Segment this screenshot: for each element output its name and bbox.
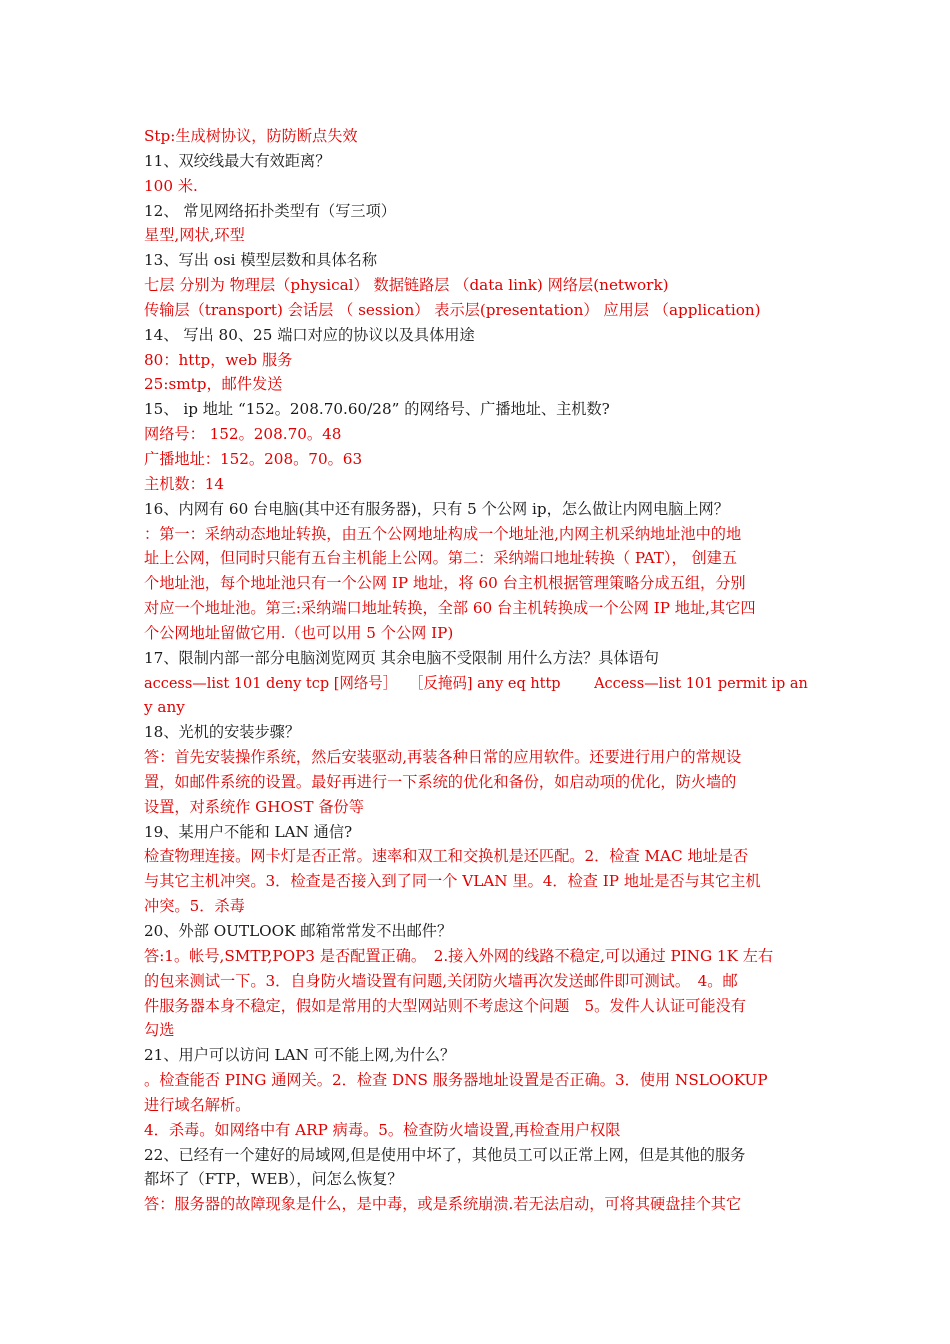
answer-line: 的包来测试一下。3．自身防火墙设置有问题,关闭防火墙再次发送邮件即可测试。 4。邮 <box>144 971 738 990</box>
document-body <box>144 124 808 1217</box>
answer-line: Stp:生成树协议，防防断点失效 <box>144 127 358 145</box>
question-line: 都坏了（FTP，WEB），问怎么恢复？ <box>144 1170 403 1189</box>
question-line: 19、某用户不能和 LAN 通信? <box>144 822 353 841</box>
answer-line: 冲突。5．杀毒 <box>144 897 245 916</box>
answer-line: 个公网地址留做它用.（也可以用 5 个公网 IP) <box>144 623 454 642</box>
answer-line: 检查物理连接。网卡灯是否正常。速率和双工和交换机是还匹配。2．检查 MAC 地址是否 <box>144 847 749 866</box>
question-line: 11、双绞线最大有效距离？ <box>144 151 331 170</box>
question-line: 17、限制内部一部分电脑浏览网页 其余电脑不受限制 用什么方法？具体语句 <box>144 648 659 667</box>
answer-line: 对应一个地址池。第三:采纳端口地址转换，全部 60 台主机转换成一个公网 IP 地址,其它四 <box>144 599 756 618</box>
answer-line: ：第一：采纳动态地址转换，由五个公网地址构成一个地址池,内网主机采纳地址池中的地 <box>144 524 742 543</box>
question-line: 22、已经有一个建好的局域网,但是使用中坏了，其他员工可以正常上网，但是其他的服务 <box>144 1145 746 1164</box>
answer-line: 80：http，web 服务 <box>144 350 293 369</box>
answer-line: access—list 101 deny tcp [网络号］ ［反掩码] any eq http Access—list 101 permit ip an <box>144 673 808 692</box>
answer-line: 广播地址：152。208。70。63 <box>144 449 363 468</box>
question-line: 18、光机的安装步骤？ <box>144 723 301 742</box>
answer-line: 答:1。帐号,SMTP,POP3 是否配置正确。 2.接入外网的线路不稳定,可以通过 PING 1K 左右 <box>144 946 774 965</box>
answer-line: 。检查能否 PING 通网关。2．检查 DNS 服务器地址设置是否正确。3．使用 NSLOOKUP <box>144 1071 768 1090</box>
answer-line: 星型,网状,环型 <box>144 226 245 245</box>
answer-line: 勾选 <box>144 1021 175 1040</box>
answer-line: 置，如邮件系统的设置。最好再进行一下系统的优化和备份，如启动项的优化，防火墙的 <box>144 772 737 791</box>
answer-line: 个地址池，每个地址池只有一个公网 IP 地址，将 60 台主机根据管理策略分成五组，分别 <box>144 574 746 593</box>
answer-line: 25:smtp，邮件发送 <box>144 375 283 394</box>
answer-line: 主机数：14 <box>144 474 225 493</box>
question-line: 20、外部 OUTLOOK 邮箱常常发不出邮件？ <box>144 922 453 940</box>
question-line: 12、 常见网络拓扑类型有（写三项） <box>144 201 396 220</box>
answer-line: 4．杀毒。如网络中有 ARP 病毒。5。检查防火墙设置,再检查用户权限 <box>144 1120 621 1139</box>
answer-line: 进行域名解析。 <box>144 1095 251 1114</box>
answer-line: 件服务器本身不稳定，假如是常用的大型网站则不考虑这个问题 5。发件人认证可能没有 <box>144 996 746 1015</box>
answer-line: 答：服务器的故障现象是什么，是中毒，或是系统崩溃.若无法启动，可将其硬盘挂个其它 <box>144 1195 742 1214</box>
answer-line: 答：首先安装操作系统，然后安装驱动,再装各种日常的应用软件。还要进行用户的常规设 <box>144 748 742 767</box>
answer-line: 设置，对系统作 GHOST 备份等 <box>144 797 364 816</box>
answer-line: 传输层（transport) 会话层 （ session） 表示层(presentation） 应用层 （application) <box>144 300 761 319</box>
question-line: 21、用户可以访问 LAN 可不能上网,为什么？ <box>144 1046 456 1065</box>
answer-line: 100 米. <box>144 176 198 195</box>
answer-line: 址上公网，但同时只能有五台主机能上公网。第二：采纳端口地址转换（ PAT）， 创建五 <box>144 549 738 568</box>
question-line: 13、写出 osi 模型层数和具体名称 <box>144 251 378 270</box>
answer-line: y any <box>144 698 185 717</box>
answer-line: 七层 分别为 物理层（physical） 数据链路层 （data link) 网络层(network) <box>144 276 669 295</box>
question-line: 16、内网有 60 台电脑(其中还有服务器)，只有 5 个公网 ip，怎么做让内网电脑上网？ <box>144 499 729 518</box>
answer-line: 网络号： 152。208.70。48 <box>144 425 342 444</box>
question-line: 15、 ip 地址 “152。208.70.60/28” 的网络号、广播地址、主机数? <box>144 400 610 419</box>
answer-line: 与其它主机冲突。3．检查是否接入到了同一个 VLAN 里。4．检查 IP 地址是否与其它主机 <box>144 872 761 891</box>
question-line: 14、 写出 80、25 端口对应的协议以及具体用途 <box>144 325 475 344</box>
